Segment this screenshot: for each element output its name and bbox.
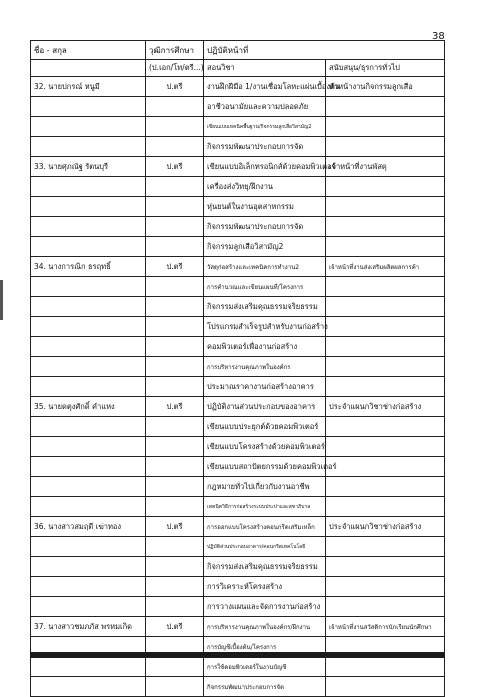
name-column-header-blank — [31, 60, 146, 77]
table-row — [31, 217, 445, 237]
table-row — [31, 97, 445, 117]
empty-cell — [31, 577, 146, 597]
empty-cell — [146, 437, 204, 457]
empty-cell — [146, 177, 204, 197]
table-row — [31, 317, 445, 337]
table-row — [31, 397, 445, 417]
staff-name: 36. นางสาวสมฤดี เฆ่าทอง — [31, 517, 146, 537]
duty-column-header: ปฏิบัติหน้าที่ — [204, 41, 445, 60]
empty-cell — [146, 677, 204, 697]
empty-cell — [326, 557, 445, 577]
table-row — [31, 377, 445, 397]
table-row — [31, 337, 445, 357]
subject-cell: กิจกรรมพัฒนาประกอบการจัด — [204, 137, 326, 157]
empty-cell — [146, 557, 204, 577]
empty-cell — [146, 137, 204, 157]
subject-cell: เขียนแบบสถาปัตยกรรมด้วยคอมพิวเตอร์ — [204, 457, 326, 477]
empty-cell — [31, 497, 146, 517]
empty-cell — [326, 277, 445, 297]
subject-cell: การใช้คอมพิวเตอร์ในงานบัญชี — [204, 657, 326, 677]
table-row — [31, 117, 445, 137]
subject-cell: การออกแบบโครงสร้างคอนกรีตเสริมเหล็ก — [204, 517, 326, 537]
subject-column-header: สอนวิชา — [204, 60, 326, 77]
empty-cell — [146, 297, 204, 317]
empty-cell — [146, 317, 204, 337]
empty-cell — [146, 377, 204, 397]
table-row — [31, 417, 445, 437]
subject-cell: วัสดุก่อสร้างและเทคนิคการทำงาน2 — [204, 257, 326, 277]
education-column-header: วุฒิการศึกษา — [146, 41, 204, 60]
empty-cell — [326, 537, 445, 557]
empty-cell — [146, 337, 204, 357]
subject-cell: กิจกรรมลูกเสือวิสามัญ2 — [204, 237, 326, 257]
subject-cell: การคำนวณและเขียนแผนที่/โครงการ — [204, 277, 326, 297]
empty-cell — [31, 537, 146, 557]
empty-cell — [31, 237, 146, 257]
table-row — [31, 237, 445, 257]
subject-cell: กิจกรรมส่งเสริมคุณธรรมจริยธรรม — [204, 557, 326, 577]
empty-cell — [326, 137, 445, 157]
empty-cell — [31, 177, 146, 197]
staff-degree: ป.ตรี — [146, 617, 204, 637]
table-row — [31, 297, 445, 317]
empty-cell — [326, 377, 445, 397]
subject-cell: กิจกรรมพัฒนาประกอบการจัด — [204, 677, 326, 697]
empty-cell — [31, 137, 146, 157]
empty-cell — [31, 597, 146, 617]
empty-cell — [146, 277, 204, 297]
subject-cell: เครื่องส่งวิทยุ/ฝึกงาน — [204, 177, 326, 197]
support-duty: เจ้าหน้าที่งานพัสดุ — [326, 157, 445, 177]
staff-degree: ป.ตรี — [146, 157, 204, 177]
empty-cell — [146, 197, 204, 217]
empty-cell — [31, 657, 146, 677]
staff-degree: ป.ตรี — [146, 517, 204, 537]
subject-cell: เขียนแบบอิเล็กทรอนิกส์ด้วยคอมพิวเตอร์ — [204, 157, 326, 177]
table-row — [31, 177, 445, 197]
staff-name: 35. นายดตุงศักดิ์ คำแหง — [31, 397, 146, 417]
table-row — [31, 457, 445, 477]
subject-cell: กิจกรรมส่งเสริมคุณธรรมจริยธรรม — [204, 297, 326, 317]
empty-cell — [31, 557, 146, 577]
empty-cell — [31, 317, 146, 337]
subject-cell: คอมพิวเตอร์เพื่องานก่อสร้าง — [204, 337, 326, 357]
education-subheader: (ป.เอก/โท/ตรี...) — [146, 60, 204, 77]
empty-cell — [146, 417, 204, 437]
scan-edge-mark — [0, 280, 3, 320]
subject-cell: ประมาณราคางานก่อสร้างอาคาร — [204, 377, 326, 397]
table-row — [31, 557, 445, 577]
empty-cell — [326, 297, 445, 317]
support-duty: ประจำแผนกวิชาช่างก่อสร้าง — [326, 397, 445, 417]
table-row — [31, 357, 445, 377]
empty-cell — [326, 197, 445, 217]
empty-cell — [326, 97, 445, 117]
subject-cell: เทคนิควิธีการก่อสร้างระบบประปาและสุขาภิบาล — [204, 497, 326, 517]
empty-cell — [326, 237, 445, 257]
staff-table — [30, 40, 445, 697]
subject-cell: เขียนแบบโครงสร้างด้วยคอมพิวเตอร์ — [204, 437, 326, 457]
empty-cell — [326, 117, 445, 137]
empty-cell — [146, 537, 204, 557]
empty-cell — [31, 377, 146, 397]
empty-cell — [31, 217, 146, 237]
empty-cell — [326, 477, 445, 497]
empty-cell — [146, 477, 204, 497]
table-row — [31, 197, 445, 217]
support-column-header: สนับสนุน/ธุรการทั่วไป — [326, 60, 445, 77]
table-row — [31, 477, 445, 497]
empty-cell — [146, 117, 204, 137]
empty-cell — [326, 457, 445, 477]
empty-cell — [146, 97, 204, 117]
subject-cell: งานฝึกฝีมือ 1/งานเชื่อมโลหะแผ่นเบื้องต้น — [204, 77, 326, 97]
empty-cell — [146, 237, 204, 257]
table-row — [31, 257, 445, 277]
empty-cell — [31, 117, 146, 137]
empty-cell — [31, 277, 146, 297]
table-row — [31, 517, 445, 537]
name-column-header: ชื่อ - สกุล — [31, 41, 146, 60]
staff-name: 33. นายศุภณัฐ รัตนบุรี — [31, 157, 146, 177]
table-row — [31, 77, 445, 97]
subject-cell: การวิเคราะห์โครงสร้าง — [204, 577, 326, 597]
empty-cell — [31, 477, 146, 497]
empty-cell — [326, 597, 445, 617]
table-row — [31, 137, 445, 157]
empty-cell — [146, 357, 204, 377]
empty-cell — [326, 177, 445, 197]
empty-cell — [326, 677, 445, 697]
staff-name: 34. นางการณิก ธรฤทธิ์ — [31, 257, 146, 277]
table-row — [31, 617, 445, 637]
table-row — [31, 677, 445, 697]
page-bottom-bar — [30, 652, 444, 658]
empty-cell — [31, 417, 146, 437]
empty-cell — [31, 677, 146, 697]
staff-degree: ป.ตรี — [146, 77, 204, 97]
empty-cell — [31, 457, 146, 477]
empty-cell — [326, 657, 445, 677]
subject-cell: ปฏิบัติส่วนประกอบอาคาร/คอนกรีตเทคโนโลยี — [204, 537, 326, 557]
empty-cell — [146, 217, 204, 237]
empty-cell — [31, 97, 146, 117]
table-row — [31, 597, 445, 617]
subject-cell: หุ่นยนต์ในงานอุตสาหกรรม — [204, 197, 326, 217]
subject-cell: กิจกรรมพัฒนาประกอบการจัด — [204, 217, 326, 237]
empty-cell — [31, 197, 146, 217]
subject-cell: การบัญชีเบื้องต้น/โครงการ — [204, 637, 326, 657]
empty-cell — [326, 497, 445, 517]
empty-cell — [146, 497, 204, 517]
subject-cell: อาชีวอนามัยและความปลอดภัย — [204, 97, 326, 117]
support-duty: เจ้าหน้าที่งานส่งเสริมผลิตผลการค้า — [326, 257, 445, 277]
empty-cell — [326, 417, 445, 437]
subject-cell: การบริหารงานคุณภาพในองค์กร — [204, 357, 326, 377]
empty-cell — [326, 337, 445, 357]
staff-name: 32. นายปกรณ์ หนูมี — [31, 77, 146, 97]
empty-cell — [31, 357, 146, 377]
table-row — [31, 157, 445, 177]
subject-cell: เขียนแบบเทคนิคพื้นฐาน/กิจกรรมลูกเสือวิสามัญ2 — [204, 117, 326, 137]
empty-cell — [31, 337, 146, 357]
subject-cell: กฎหมายทั่วไปเกี่ยวกับงานอาชีพ — [204, 477, 326, 497]
subject-cell: การวางแผนและจัดการงานก่อสร้าง — [204, 597, 326, 617]
empty-cell — [31, 437, 146, 457]
subject-cell: โปรแกรมสำเร็จรูปสำหรับงานก่อสร้าง — [204, 317, 326, 337]
table-row — [31, 277, 445, 297]
table-row — [31, 577, 445, 597]
empty-cell — [146, 457, 204, 477]
empty-cell — [326, 577, 445, 597]
support-duty: หัวหน้างานกิจกรรมลูกเสือ — [326, 77, 445, 97]
staff-table-body — [31, 77, 445, 697]
subject-cell: ปฏิบัติงานส่วนประกอบของอาคาร — [204, 397, 326, 417]
table-row — [31, 657, 445, 677]
support-duty: ประจำแผนกวิชาช่างก่อสร้าง — [326, 517, 445, 537]
empty-cell — [31, 297, 146, 317]
empty-cell — [326, 437, 445, 457]
staff-degree: ป.ตรี — [146, 257, 204, 277]
table-row — [31, 437, 445, 457]
empty-cell — [326, 317, 445, 337]
table-row — [31, 537, 445, 557]
support-duty: เจ้าหน้าที่งานสวัสดิการนักเรียนนักศึกษา — [326, 617, 445, 637]
empty-cell — [326, 217, 445, 237]
empty-cell — [146, 597, 204, 617]
empty-cell — [146, 657, 204, 677]
empty-cell — [146, 577, 204, 597]
table-row — [31, 497, 445, 517]
page-number: 38 — [432, 31, 445, 42]
subject-cell: เขียนแบบประยุกต์ด้วยคอมพิวเตอร์ — [204, 417, 326, 437]
staff-name: 37. นางสาวชมภภัส พรหมเกิด — [31, 617, 146, 637]
empty-cell — [326, 357, 445, 377]
subject-cell: การบริหารงานคุณภาพในองค์กร/ฝึกงาน — [204, 617, 326, 637]
staff-degree: ป.ตรี — [146, 397, 204, 417]
